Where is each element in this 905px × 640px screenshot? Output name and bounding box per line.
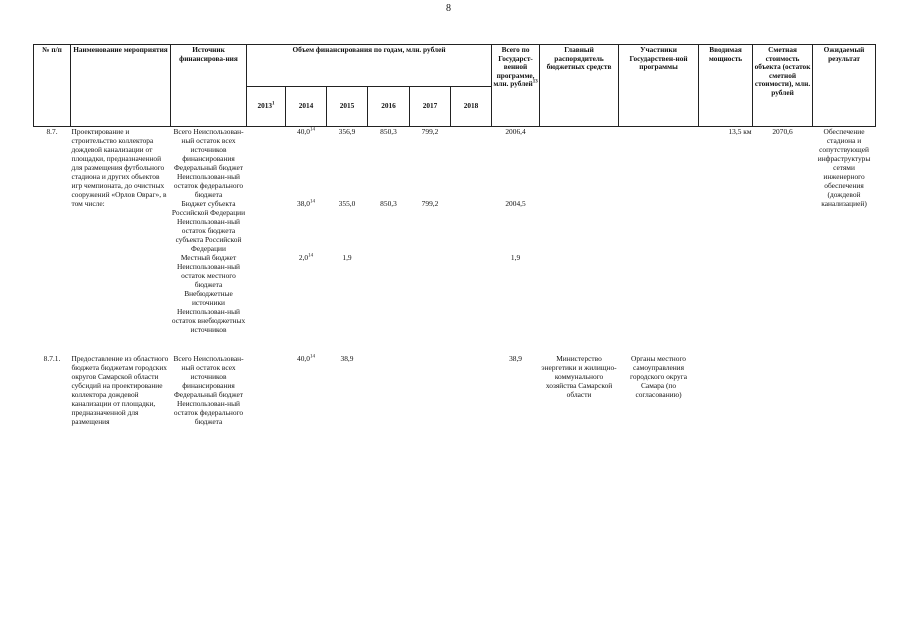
value-2015: 355,0 bbox=[338, 199, 356, 208]
value-2017: 799,2 bbox=[421, 199, 439, 208]
header-source: Источник финансирова-ния bbox=[171, 45, 247, 127]
header-estimate: Сметная стоимость объекта (остаток сметной стоимости), млн. рублей bbox=[753, 45, 813, 127]
result-cell bbox=[813, 354, 876, 426]
value-2017: 799,2 bbox=[421, 127, 439, 136]
header-total: Всего по Государст-венной программе, млн. рублей$^{13}$ bbox=[492, 45, 540, 127]
row-name: Предоставление из областного бюджета бюджетам городских округов Самарской области субсидий на проектирование коллектора дождевой канализации от площадки, предназначенной для размещения bbox=[71, 354, 169, 426]
capacity-cell: 13,5 км bbox=[728, 127, 752, 136]
value-2016: 850,3 bbox=[380, 127, 397, 136]
row-num: 8.7. bbox=[46, 127, 58, 136]
source-cell: Всего Неиспользован-ный остаток всех источников финансирования Федеральный бюджет Неиспользован-ный остаток федерального бюджета bbox=[173, 127, 244, 199]
participants-cell: Органы местного самоуправления городского округа Самара (по согласованию) bbox=[630, 354, 687, 399]
value-2018 bbox=[451, 253, 492, 334]
value-2017 bbox=[410, 354, 451, 426]
header-name: Наименование мероприятия bbox=[71, 45, 171, 127]
value-2016: 850,3 bbox=[380, 199, 397, 208]
value-total: 1,9 bbox=[510, 253, 521, 262]
row-name: Проектирование и строительство коллектора дождевой канализации от площадки, предназначенной для размещения футбольного стадиона и других объектов игр чемпионата, до очистных сооружений «Орлов Овраг», в том числе: bbox=[71, 127, 167, 208]
value-2013 bbox=[247, 354, 286, 426]
value-2018 bbox=[451, 199, 492, 253]
table-row bbox=[34, 354, 876, 426]
value-2013 bbox=[247, 199, 286, 253]
header-year-2014: 2014 bbox=[286, 87, 327, 127]
header-result: Ожидаемый результат bbox=[813, 45, 876, 127]
result-cell: Обеспечение стадиона и сопутствующей инфраструктуры сетями инженерного обеспечения (дождевой канализацией) bbox=[817, 127, 871, 208]
value-2018 bbox=[451, 127, 492, 200]
value-total: 2006,4 bbox=[505, 127, 526, 136]
value-2014: 40,0$^{14}$ bbox=[297, 354, 315, 363]
header-participants: Участники Государствен-ной программы bbox=[619, 45, 699, 127]
estimate-cell bbox=[753, 354, 813, 426]
row-spacer bbox=[34, 334, 876, 354]
value-total: 2004,5 bbox=[505, 199, 526, 208]
header-year-2017: 2017 bbox=[410, 87, 451, 127]
table-row bbox=[34, 127, 876, 200]
header-year-2013: 2013$^1$ bbox=[247, 87, 286, 127]
page-number: 8 bbox=[446, 3, 451, 14]
value-2015: 38,9 bbox=[340, 354, 354, 363]
manager-cell: Министерство энергетики и жилищно-коммунального хозяйства Самарской области bbox=[541, 354, 617, 399]
source-cell: Бюджет субъекта Российской Федерации Неиспользован-ный остаток бюджета субъекта Российской Федерации bbox=[171, 199, 246, 253]
header-year-2016: 2016 bbox=[368, 87, 410, 127]
source-cell: Всего Неиспользован-ный остаток всех источников финансирования Федеральный бюджет Неиспользован-ный остаток федерального бюджета bbox=[173, 354, 244, 426]
value-total: 38,9 bbox=[509, 354, 522, 363]
value-2015: 1,9 bbox=[342, 253, 352, 262]
capacity-cell bbox=[699, 354, 753, 426]
value-2017 bbox=[410, 253, 451, 334]
participants-cell bbox=[619, 127, 699, 335]
header-manager: Главный распорядитель бюджетных средств bbox=[540, 45, 619, 127]
header-capacity: Вводимая мощность bbox=[699, 45, 753, 127]
value-2013 bbox=[247, 253, 286, 334]
header-year-2018: 2018 bbox=[451, 87, 492, 127]
program-table bbox=[33, 44, 876, 426]
estimate-cell: 2070,6 bbox=[772, 127, 793, 136]
value-2015: 356,9 bbox=[338, 127, 356, 136]
value-2016 bbox=[368, 354, 410, 426]
header-volume: Объем финансирования по годам, млн. рублей bbox=[247, 45, 492, 87]
header-num: № п/п bbox=[34, 45, 71, 127]
manager-cell bbox=[540, 127, 619, 335]
value-2013 bbox=[247, 127, 286, 200]
value-2018 bbox=[451, 354, 492, 426]
value-2014: $2,0^{14}$ bbox=[298, 253, 314, 262]
value-2014: 38,0$^{14}$ bbox=[297, 199, 315, 208]
source-cell: Местный бюджет Неиспользован-ный остаток местного бюджета Внебюджетные источники Неиспользован-ный остаток внебюджетных источников bbox=[171, 253, 246, 334]
value-2014: 40,0$^{14}$ bbox=[297, 127, 315, 136]
header-year-2015: 2015 bbox=[327, 87, 368, 127]
value-2016 bbox=[368, 253, 410, 334]
row-num: 8.7.1. bbox=[43, 354, 61, 363]
